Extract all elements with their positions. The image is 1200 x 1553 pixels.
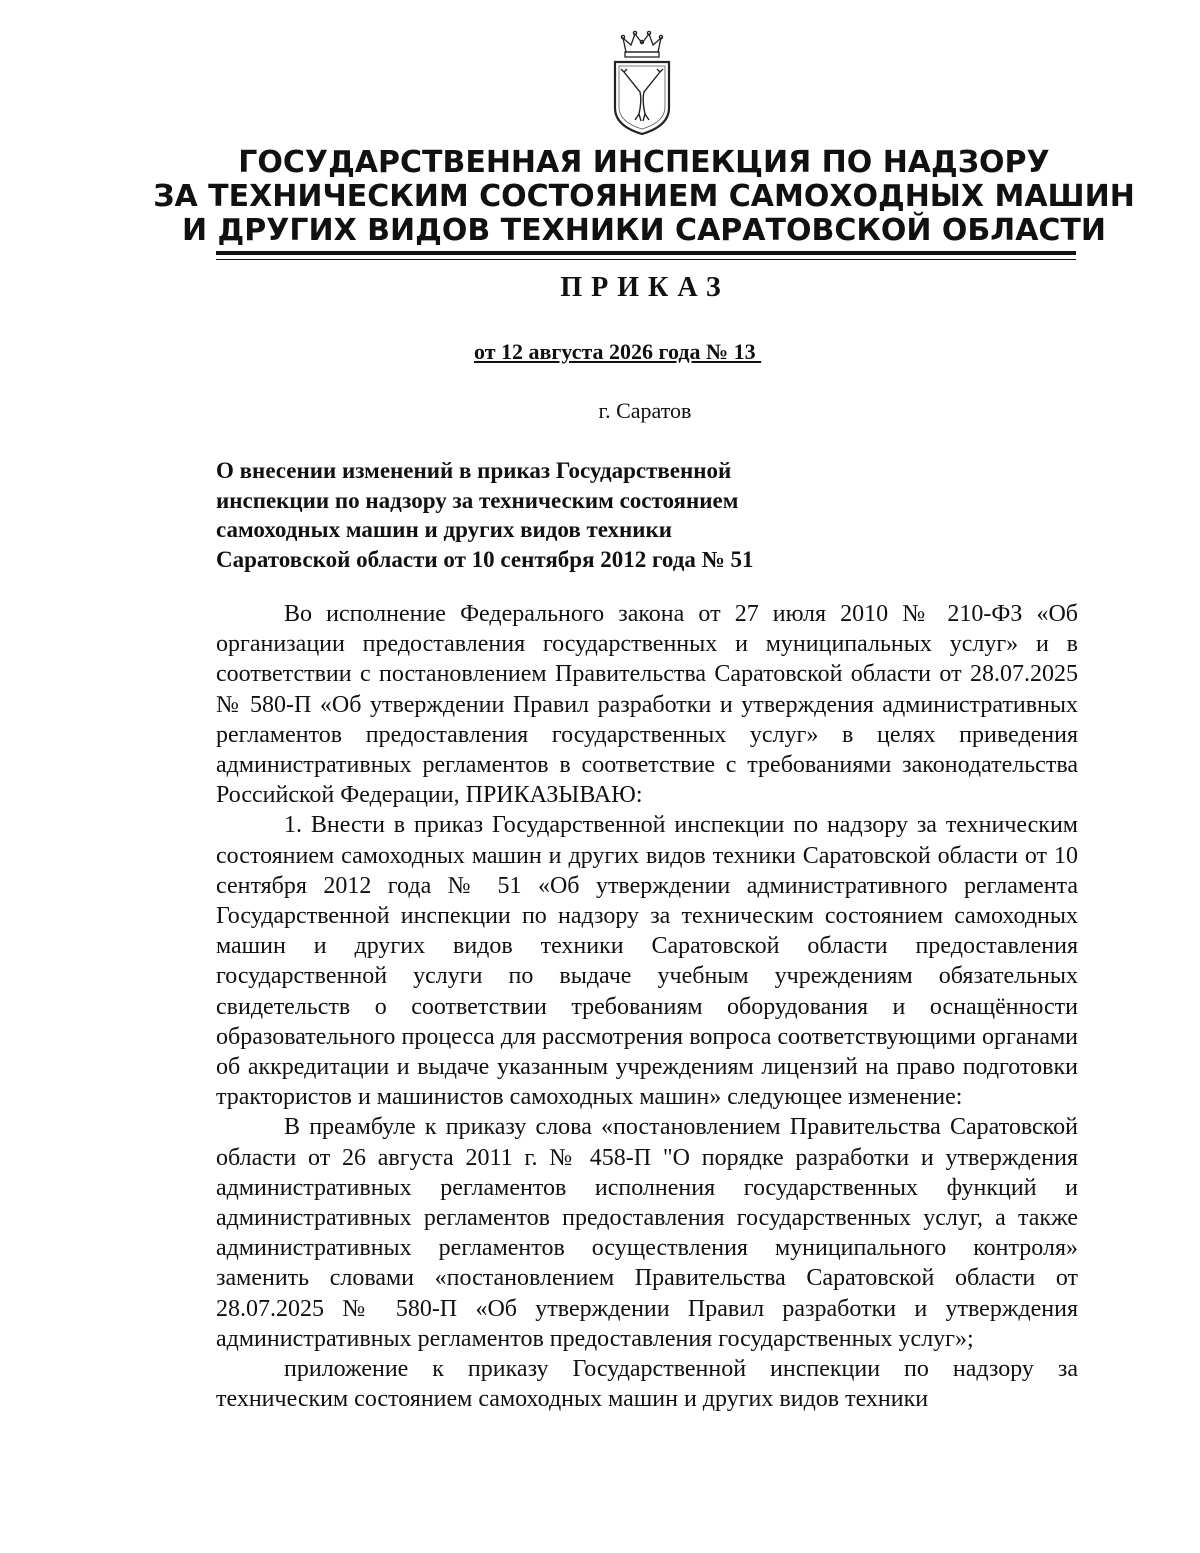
body-paragraph: В преамбуле к приказу слова «постановлением Правительства Саратовской области от 26 августа 2011 г. № 458-П "О порядке разработки и утверждения административных регламентов исполнения государственных функций и административных регламентов предоставления государственных услуг, а также административных регламентов осуществления муниципального контроля» заменить словами «постановлением Правительства Саратовской области от 28.07.2025 № 580-П «Об утверждении Правил разработки и утверждения административных регламентов предоставления государственных услуг»; [216,1114,1078,1352]
subject-line: Саратовской области от 10 сентября 2012 года № 51 [216,546,754,572]
subject-line: О внесении изменений в приказ Государственной [216,458,732,483]
document-city: г. Саратов [598,398,692,423]
body-paragraph: 1. Внести в приказ Государственной инспекции по надзору за техническим состоянием самоходных машин и других видов техники Саратовской области от 10 сентября 2012 года № 51 «Об утверждении административного регламента Государственной инспекции по надзору за техническим состоянием самоходных машин и других видов техники Саратовской области предоставления государственной услуги по выдаче учебным учреждениям обязательных свидетельств о соответствии требованиям оборудования и оснащённости образовательного процесса для рассмотрения вопроса соответствующими органами об аккредитации и выдаче указанным учреждениям лицензий на право подготовки трактористов и машинистов самоходных машин» следующее изменение: [216,812,1078,1111]
document-subject [216,456,856,574]
document-date-number: от 12 августа 2026 года № 13 [474,339,762,364]
organization-title-line: ГОСУДАРСТВЕННАЯ ИНСПЕКЦИЯ ПО НАДЗОРУ [238,145,1050,180]
coat-of-arms-icon [606,30,678,138]
document-type: ПРИКАЗ [560,272,730,303]
organization-title [0,146,1200,248]
organization-title-line: И ДРУГИХ ВИДОВ ТЕХНИКИ САРАТОВСКОЙ ОБЛАСТИ [181,213,1107,248]
subject-line: инспекции по надзору за техническим состоянием [216,487,739,513]
document-body [216,599,1078,1414]
header-divider-thick [216,251,1076,255]
organization-title-line: ЗА ТЕХНИЧЕСКИМ СОСТОЯНИЕМ САМОХОДНЫХ МАШИН [153,179,1135,214]
header-divider-thin [216,259,1076,260]
body-paragraph: Во исполнение Федерального закона от 27 июля 2010 № 210-ФЗ «Об организации предоставления государственных и муниципальных услуг» и в соответствии с постановлением Правительства Саратовской области от 28.07.2025 № 580-П «Об утверждении Правил разработки и утверждения административных регламентов предоставления государственных услуг» в целях приведения административных регламентов в соответствие с требованиями законодательства Российской Федерации, ПРИКАЗЫВАЮ: [216,601,1078,809]
body-paragraph: приложение к приказу Государственной инспекции по надзору за техническим состоянием самоходных машин и других видов техники [216,1356,1078,1413]
subject-line: самоходных машин и других видов техники [216,517,673,542]
